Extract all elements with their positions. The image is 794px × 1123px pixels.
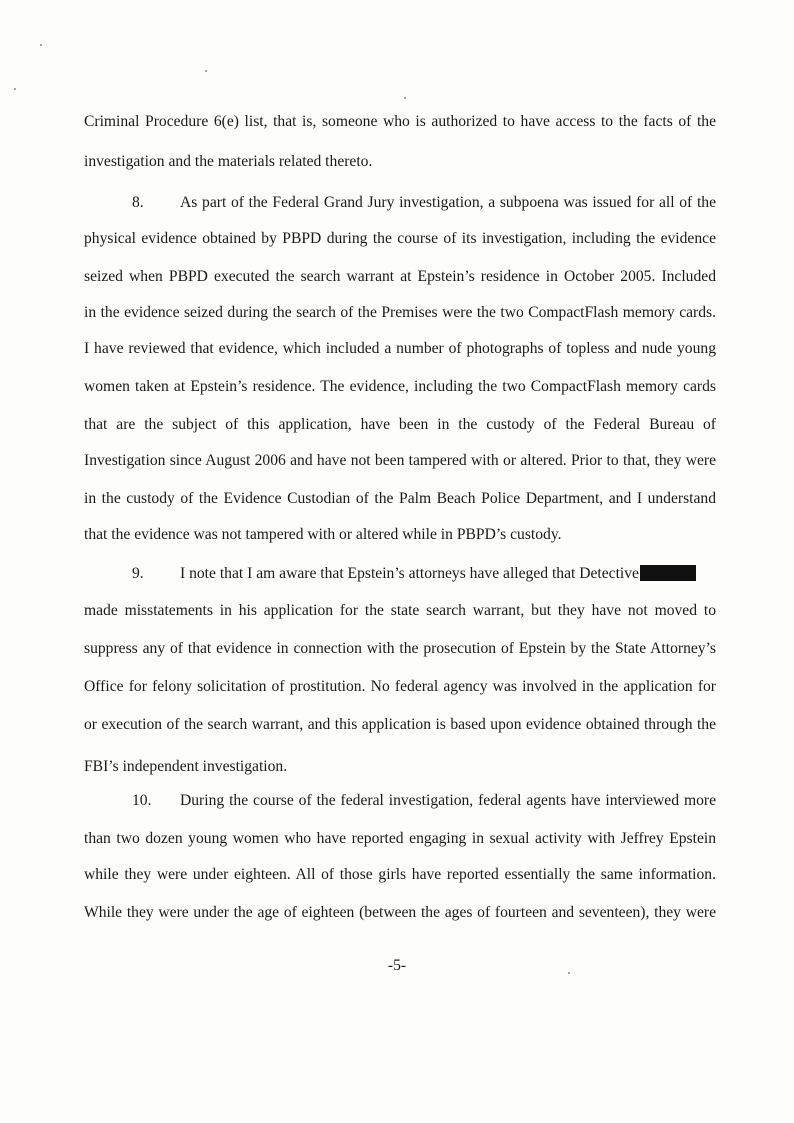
page-number: -5- <box>387 957 407 974</box>
body-line: than two dozen young women who have reported engaging in sexual activity with Jeffrey Epstein <box>84 830 716 847</box>
scan-speck <box>40 44 42 46</box>
body-line: that are the subject of this application, have been in the custody of the Federal Bureau of <box>84 416 716 433</box>
paragraph-9-first-line <box>132 565 716 583</box>
body-line: women taken at Epstein’s residence. The evidence, including the two CompactFlash memory cards <box>84 378 716 395</box>
body-line: Investigation since August 2006 and have not been tampered with or altered. Prior to that, they were <box>84 452 716 469</box>
body-line: or execution of the search warrant, and this application is based upon evidence obtained through the <box>84 716 716 733</box>
body-line: physical evidence obtained by PBPD during the course of its investigation, including the evidence <box>84 230 716 247</box>
redaction-bar <box>640 565 696 581</box>
scan-speck <box>14 88 16 90</box>
body-line: seized when PBPD executed the search warrant at Epstein’s residence in October 2005. Included <box>84 268 716 285</box>
paragraph-text: During the course of the federal investigation, federal agents have interviewed more <box>180 792 716 809</box>
body-line: I have reviewed that evidence, which included a number of photographs of topless and nude young <box>84 340 716 357</box>
scan-speck <box>404 97 406 99</box>
body-line: FBI’s independent investigation. <box>84 758 288 775</box>
body-line: while they were under eighteen. All of those girls have reported essentially the same information. <box>84 866 716 883</box>
paragraph-number: 10. <box>132 792 152 809</box>
paragraph-number: 8. <box>132 194 144 211</box>
paragraph-text: As part of the Federal Grand Jury investigation, a subpoena was issued for all of the <box>180 194 716 211</box>
body-line: Criminal Procedure 6(e) list, that is, someone who is authorized to have access to the facts of the <box>84 113 716 130</box>
paragraph-10-first-line <box>132 792 716 810</box>
body-line: suppress any of that evidence in connection with the prosecution of Epstein by the State Attorney’s <box>84 640 716 657</box>
body-line: that the evidence was not tampered with or altered while in PBPD’s custody. <box>84 526 562 543</box>
body-line: While they were under the age of eighteen (between the ages of fourteen and seventeen), they were <box>84 904 716 921</box>
paragraph-text: I note that I am aware that Epstein’s attorneys have alleged that Detective <box>180 565 639 582</box>
body-line: in the custody of the Evidence Custodian of the Palm Beach Police Department, and I understand <box>84 490 716 507</box>
body-line: investigation and the materials related thereto. <box>84 153 373 170</box>
body-line: made misstatements in his application for the state search warrant, but they have not moved to <box>84 602 716 619</box>
body-line: Office for felony solicitation of prostitution. No federal agency was involved in the application for <box>84 678 716 695</box>
scan-speck <box>205 70 207 72</box>
paragraph-number: 9. <box>132 565 144 582</box>
paragraph-8-first-line <box>132 194 716 212</box>
body-line: in the evidence seized during the search of the Premises were the two CompactFlash memory cards. <box>84 304 716 321</box>
